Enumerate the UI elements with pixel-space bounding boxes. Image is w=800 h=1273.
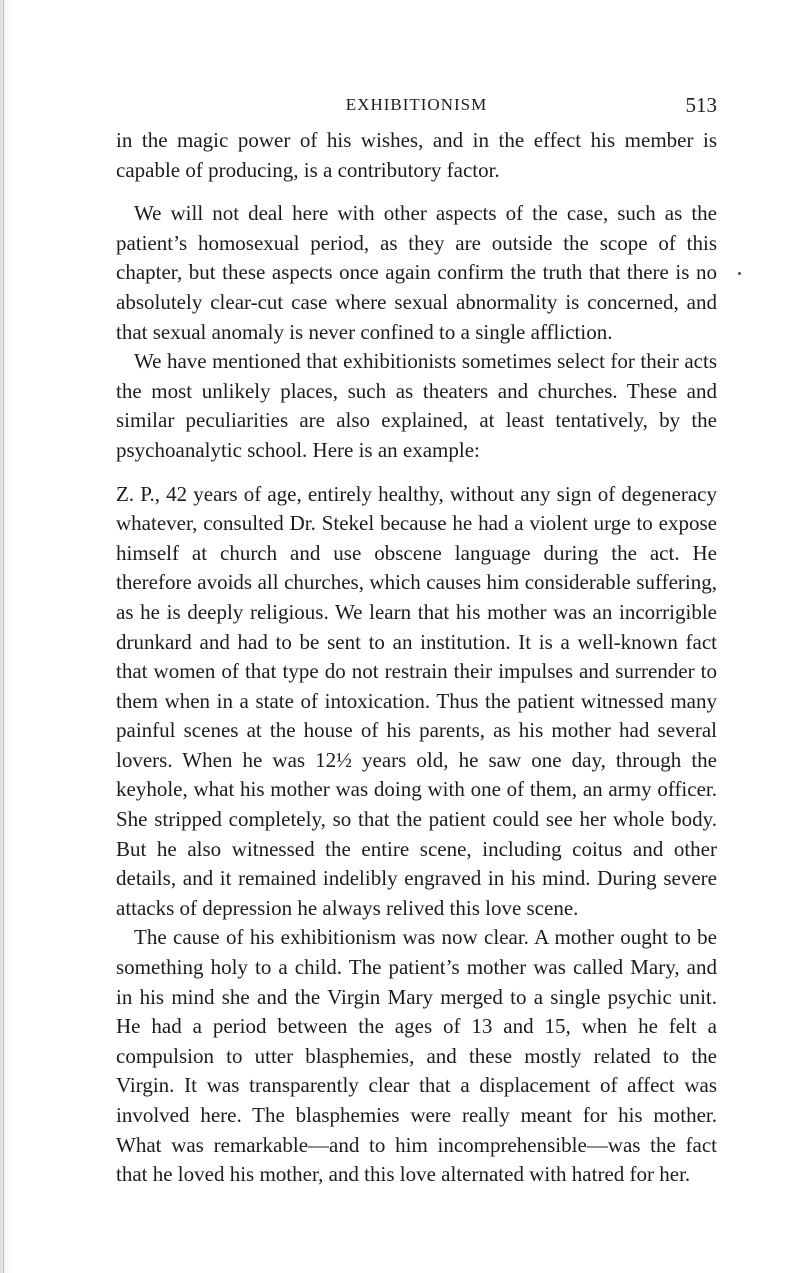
paragraph-homosexual-period: We will not deal here with other aspects of the case, such as the patient’s homosexual period, as they are outside the scope of this chapter, but these aspects once again confirm the truth that there is no absolutely clear-cut case where sexual abnormality is concerned, and that sexual anomaly is never confined to a single affliction. <box>116 201 717 344</box>
running-head <box>116 94 717 116</box>
page-number: 513 <box>685 93 717 117</box>
paragraph-cause-of-exhibitionism: The cause of his exhibitionism was now clear. A mother ought to be something holy to a child. The patient’s mother was called Mary, and in his mind she and the Virgin Mary merged to a single psychic unit. He had a period between the ages of 13 and 15, when he felt a compulsion to utter blasphemies, and these mostly related to the Virgin. It was transparently clear that a displacement of affect was involved here. The blasphemies were really meant for his mother. What was remarkable—and to him incomprehensible—was the fact that he loved his mother, and this love alternated with hatred for her. <box>116 925 717 1187</box>
paragraph-case-z-p: Z. P., 42 years of age, entirely healthy, without any sign of degeneracy whatever, consulted Dr. Stekel because he had a violent urge to expose himself at church and use obscene language during the act. He therefore avoids all churches, which causes him considerable suffering, as he is deeply religious. We learn that his mother was an incorrigible drunkard and had to be sent to an institution. It is a well-known fact that women of that type do not restrain their impulses and surrender to them when in a state of intoxication. Thus the patient witnessed many painful scenes at the house of his parents, as his mother had several lovers. When he was 12½ years old, he saw one day, through the keyhole, what his mother was doing with one of them, an army officer. She stripped completely, so that the patient could see her whole body. But he also witnessed the entire scene, including coitus and other details, and it remained indelibly engraved in his mind. During severe attacks of depression he always relived this love scene. <box>116 481 717 920</box>
paragraph-continuation: in the magic power of his wishes, and in the effect his member is capable of producing, is a contributory factor. <box>116 128 717 182</box>
paragraph-unlikely-places: We have mentioned that exhibitionists sometimes select for their acts the most unlikely places, such as theaters and churches. These and similar peculiarities are also explained, at least tentatively, by the psychoanalytic school. Here is an example: <box>116 349 717 462</box>
paper-speck <box>738 272 741 275</box>
page-binding-line <box>3 0 4 1273</box>
body-text <box>116 126 717 1190</box>
page-binding-edge <box>0 0 12 1273</box>
running-title: EXHIBITIONISM <box>345 95 488 114</box>
